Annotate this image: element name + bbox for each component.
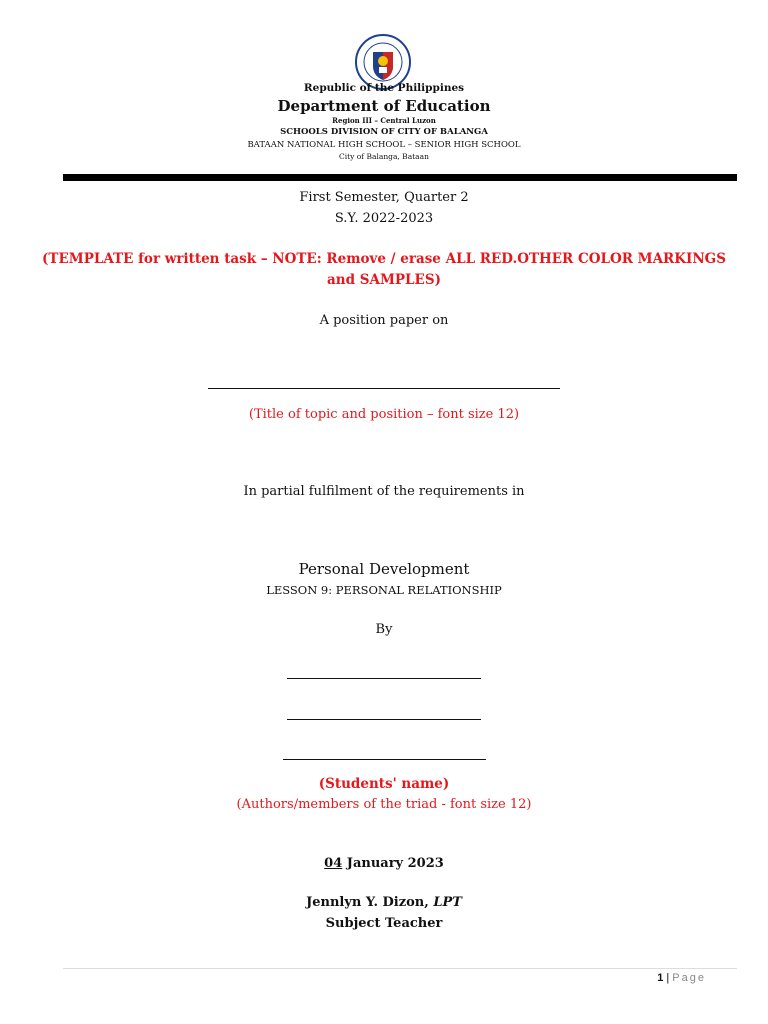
teacher-role: Subject Teacher <box>325 916 443 931</box>
teacher-name <box>0 895 768 910</box>
school-line: BATAAN NATIONAL HIGH SCHOOL – SENIOR HIGH SCHOOL <box>247 140 521 150</box>
page-footer <box>657 972 706 984</box>
footer-divider <box>63 968 737 969</box>
by-line: By <box>375 622 393 637</box>
authors-hint: (Authors/members of the triad - font size 12) <box>236 797 532 812</box>
student-name-line-1 <box>287 678 481 679</box>
date-line <box>0 856 768 871</box>
date-month-year: January 2023 <box>342 856 444 871</box>
position-intro: A position paper on <box>319 313 449 328</box>
semester-line: First Semester, Quarter 2 <box>299 190 469 205</box>
republic-line: Republic of the Philippines <box>303 82 465 94</box>
title-hint: (Title of topic and position – font size 12) <box>248 407 520 422</box>
partial-fulfilment-line: In partial fulfilment of the requirements in <box>243 484 525 499</box>
title-blank-line <box>208 388 560 389</box>
header-divider <box>63 174 737 181</box>
page-number: 1 <box>657 972 664 984</box>
department-name: Department of Education <box>277 97 491 115</box>
lesson-line: LESSON 9: PERSONAL RELATIONSHIP <box>266 583 502 597</box>
page-separator: | <box>663 972 673 984</box>
teacher-suffix: LPT <box>433 895 462 910</box>
city-line: City of Balanga, Bataan <box>339 152 429 161</box>
student-name-line-3 <box>283 759 486 760</box>
region-line: Region III – Central Luzon <box>332 116 436 125</box>
page-word: Page <box>672 972 706 984</box>
date-day: 04 <box>324 856 343 871</box>
school-year-line: S.Y. 2022-2023 <box>334 211 434 226</box>
subject-name: Personal Development <box>298 560 470 578</box>
teacher-name-text: Jennlyn Y. Dizon, <box>306 895 434 910</box>
division-line: SCHOOLS DIVISION OF CITY OF BALANGA <box>280 127 488 137</box>
template-note: (TEMPLATE for written task – NOTE: Remove / erase ALL RED.OTHER COLOR MARKINGS and SAMPLES) <box>42 251 726 288</box>
students-name-label: (Students' name) <box>318 776 450 792</box>
student-name-line-2 <box>287 719 481 720</box>
